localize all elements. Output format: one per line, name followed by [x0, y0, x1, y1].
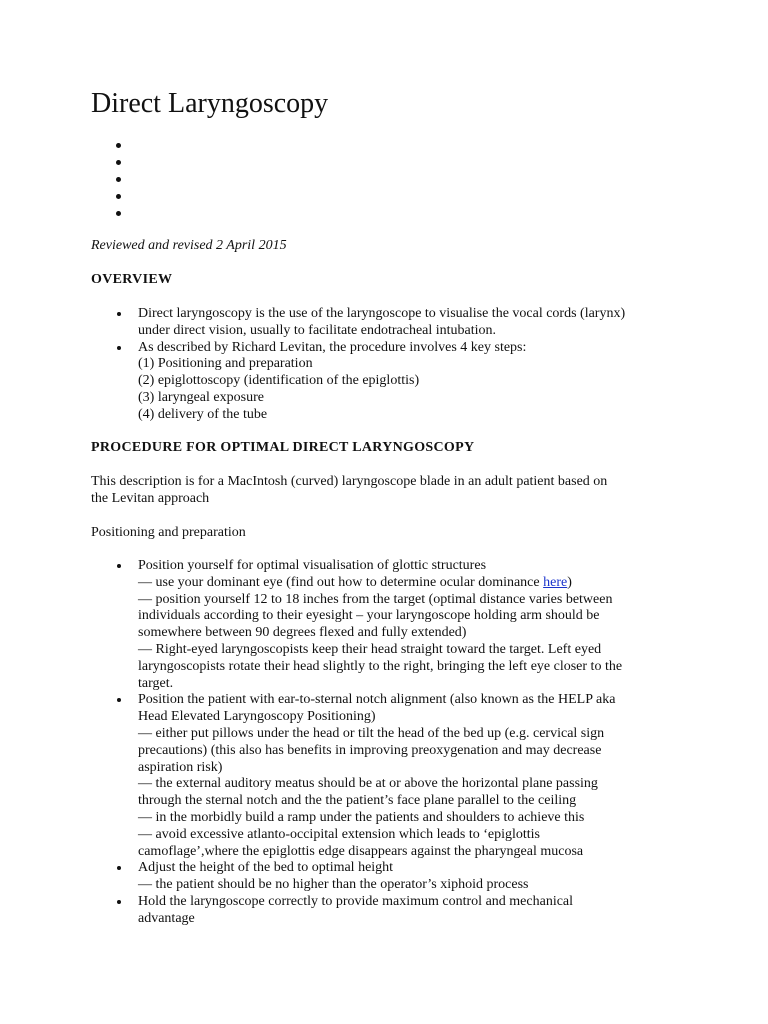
list-item-line: — the patient should be no higher than the operator’s xiphoid process	[138, 877, 529, 893]
procedure-description	[91, 474, 681, 508]
page-title: Direct Laryngoscopy	[91, 88, 329, 119]
overview-heading: OVERVIEW	[91, 272, 173, 287]
list-item-line: advantage	[138, 910, 195, 926]
list-item-line: laryngoscopists rotate their head slightly to the right, bringing the left eye closer to the	[138, 658, 623, 674]
list-item-line: As described by Richard Levitan, the procedure involves 4 key steps:	[138, 339, 527, 355]
list-item-line: under direct vision, usually to facilitate endotracheal intubation.	[138, 322, 497, 338]
list-item-line: — Right-eyed laryngoscopists keep their head straight toward the target. Left eyed	[138, 641, 602, 657]
procedure-list	[91, 558, 681, 928]
positioning-subheading: Positioning and preparation	[91, 525, 246, 540]
list-item-line: (3) laryngeal exposure	[138, 389, 264, 405]
list-item-line: Direct laryngoscopy is the use of the laryngoscope to visualise the vocal cords (larynx)	[138, 306, 626, 321]
list-item-line: Hold the laryngoscope correctly to provide maximum control and mechanical	[138, 893, 574, 909]
list-item-line: Position the patient with ear-to-sternal notch alignment (also known as the HELP aka	[138, 692, 616, 708]
list-item	[91, 340, 681, 424]
list-item-line: through the sternal notch and the the patient’s face plane parallel to the ceiling	[138, 793, 577, 809]
list-item	[91, 860, 681, 894]
list-item-line: (1) Positioning and preparation	[138, 356, 313, 372]
list-item	[91, 692, 681, 860]
list-item-line: — the external auditory meatus should be at or above the horizontal plane passing	[138, 776, 598, 792]
list-item-line: camoflage’,where the epiglottis edge disappears against the pharyngeal mucosa	[138, 843, 584, 859]
line-text: — use your dominant eye (find out how to determine ocular dominance	[138, 574, 544, 590]
list-item-line: (2) epiglottoscopy (identification of the epiglottis)	[138, 373, 420, 389]
list-item-line: individuals according to their eyesight – your laryngoscope holding arm should be	[138, 608, 600, 624]
list-item-line: — either put pillows under the head or tilt the head of the bed up (e.g. cervical sign	[138, 725, 605, 741]
list-item	[91, 558, 681, 692]
list-item	[91, 894, 681, 928]
line-text: )	[567, 574, 572, 590]
list-item-line: Adjust the height of the bed to optimal height	[138, 860, 394, 876]
list-item-line: — avoid excessive atlanto-occipital extension which leads to ‘epiglottis	[138, 826, 541, 842]
list-item-line	[138, 575, 681, 592]
overview-list	[91, 306, 681, 424]
procedure-heading: PROCEDURE FOR OPTIMAL DIRECT LARYNGOSCOPY	[91, 440, 475, 455]
list-item-line: — in the morbidly build a ramp under the patients and shoulders to achieve this	[138, 809, 585, 825]
description-line: the Levitan approach	[91, 490, 210, 506]
list-item-line: aspiration risk)	[138, 759, 223, 775]
list-item-line: precautions) (this also has benefits in improving preoxygenation and may decrease	[138, 742, 602, 758]
list-item-line: somewhere between 90 degrees flexed and fully extended)	[138, 625, 467, 641]
list-item-line: Head Elevated Laryngoscopy Positioning)	[138, 709, 376, 725]
description-line: This description is for a MacIntosh (curved) laryngoscope blade in an adult patient based on	[91, 474, 608, 489]
list-item-line: Position yourself for optimal visualisation of glottic structures	[138, 558, 487, 573]
list-item	[91, 306, 681, 340]
list-item-line: — position yourself 12 to 18 inches from the target (optimal distance varies between	[138, 591, 613, 607]
list-item-line: (4) delivery of the tube	[138, 406, 268, 422]
ocular-dominance-link[interactable]: here	[543, 574, 568, 590]
list-item-line: target.	[138, 675, 174, 691]
revision-note: Reviewed and revised 2 April 2015	[91, 238, 287, 253]
